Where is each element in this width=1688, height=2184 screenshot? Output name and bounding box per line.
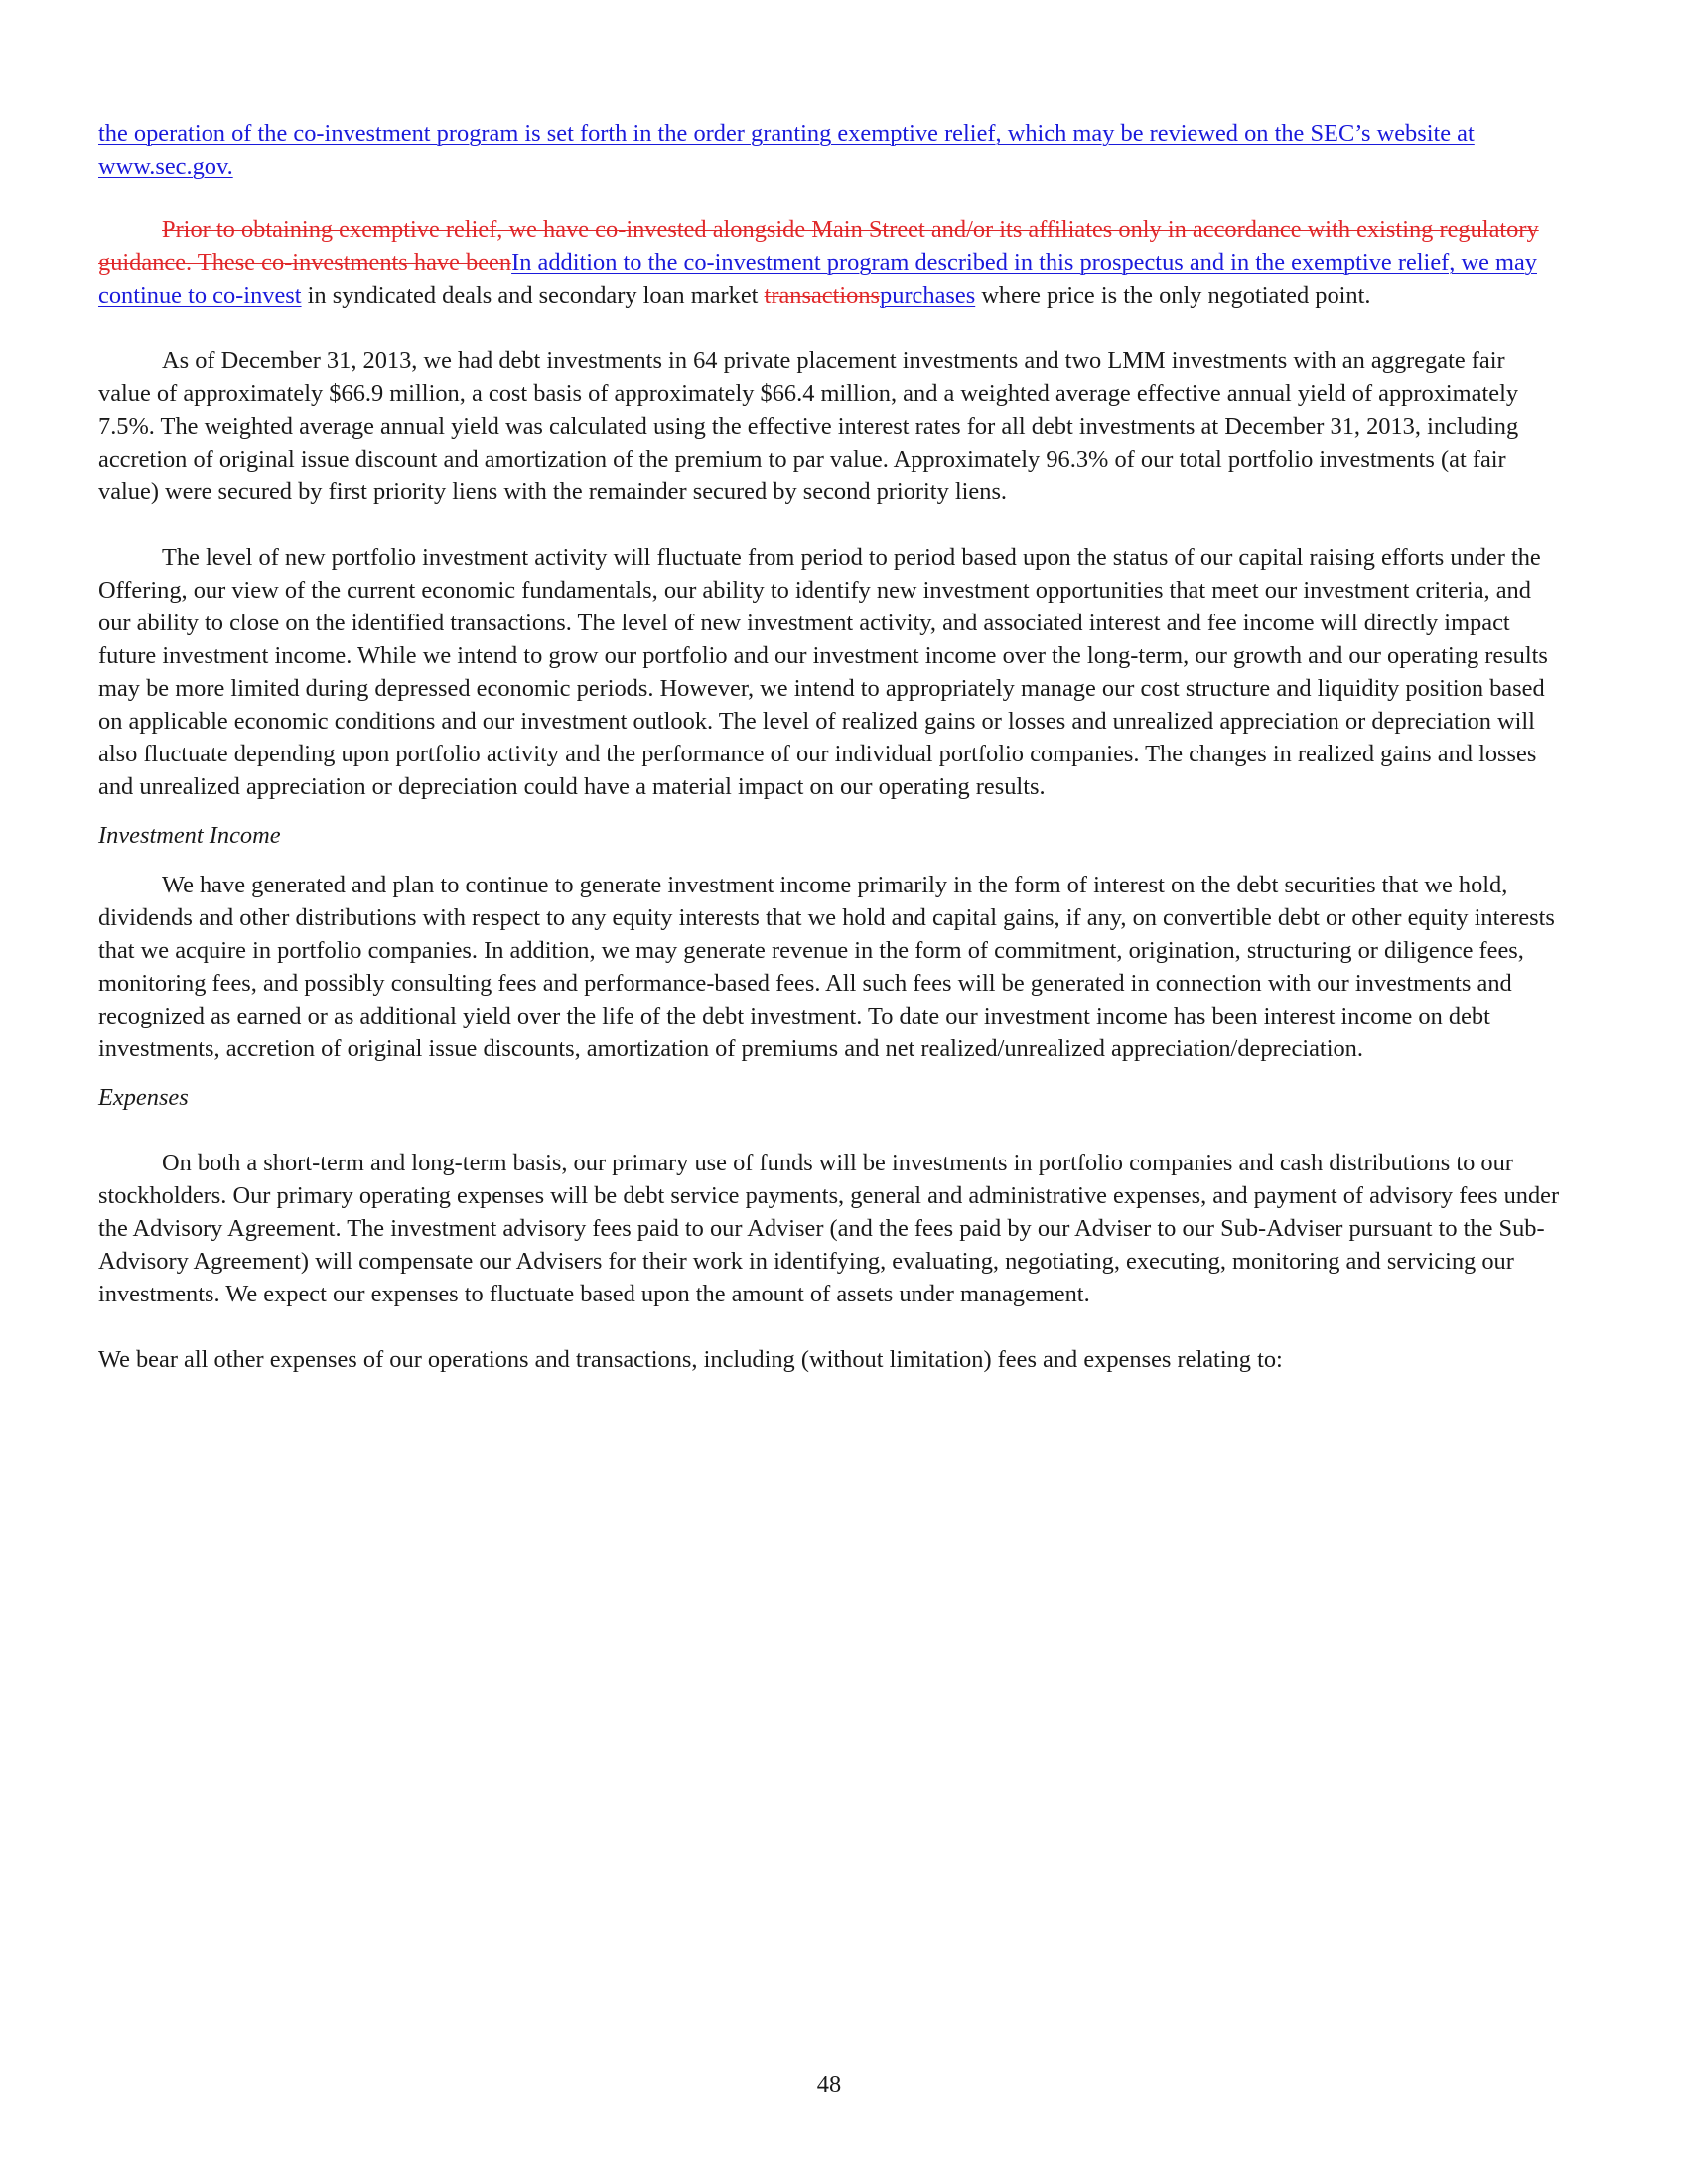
body-text: where price is the only negotiated point. [975, 282, 1371, 309]
paragraph-expenses: On both a short-term and long-term basis, our primary use of funds will be investments in portfolio companies and cash distributions to our stockholders. Our primary operating expenses will be debt service payments, general and administrative expenses, and payment of advisory fees under the Advisory Agreement. The investment advisory fees paid to our Adviser (and the fees paid by our Adviser to our Sub-Adviser pursuant to the Sub-Advisory Agreement) will compensate our Advisers for their work in identifying, evaluating, negotiating, executing, monitoring and servicing our investments. We expect our expenses to fluctuate based upon the amount of assets under management. [98, 1150, 1560, 1307]
paragraph-coinvestment-order [98, 117, 1563, 183]
inserted-text: the operation of the co-investment program is set forth in the order granting exemptive relief, which may be reviewed on the SEC’s website at www.sec.gov. [98, 120, 1475, 180]
paragraph-debt-investments: As of December 31, 2013, we had debt investments in 64 private placement investments and two LMM investments with an aggregate fair value of approximately $66.9 million, a cost basis of approximately $66.4 million, and a weighted average effective annual yield of approximately 7.5%. The weighted average annual yield was calculated using the effective interest rates for all debt investments at December 31, 2013, including accretion of original issue discount and amortization of the premium to par value. Approximately 96.3% of our total portfolio investments (at fair value) were secured by first priority liens with the remainder secured by second priority liens. [98, 347, 1519, 505]
paragraph-investment-income: We have generated and plan to continue to generate investment income primarily in the form of interest on the debt securities that we hold, dividends and other distributions with respect to any equity interests that we hold and capital gains, if any, on convertible debt or other equity interests that we acquire in portfolio companies. In addition, we may generate revenue in the form of commitment, origination, structuring or diligence fees, monitoring fees, and possibly consulting fees and performance-based fees. All such fees will be generated in connection with our investments and recognized as earned or as additional yield over the life of the debt investment. To date our investment income has been interest income on debt investments, accretion of original issue discounts, amortization of premiums and net realized/unrealized appreciation/depreciation. [98, 872, 1555, 1062]
paragraph-investment-activity: The level of new portfolio investment activity will fluctuate from period to period based upon the status of our capital raising efforts under the Offering, our view of the current economic fundamentals, our ability to identify new investment opportunities that meet our investment criteria, and our ability to close on the identified transactions. The level of new investment activity, and associated interest and fee income will directly impact future investment income. While we intend to grow our portfolio and our investment income over the long-term, our growth and our operating results may be more limited during depressed economic periods. However, we intend to appropriately manage our cost structure and liquidity position based on applicable economic conditions and our investment outlook. The level of realized gains or losses and unrealized appreciation or depreciation will also fluctuate depending upon portfolio activity and the performance of our individual portfolio companies. The changes in realized gains and losses and unrealized appreciation or depreciation could have a material impact on our operating results. [98, 544, 1548, 800]
deleted-text: transactions [764, 282, 881, 309]
inserted-text: In addition to the co-investment program described in this prospectus and in the exemptive relief, we may continue to co-invest [98, 249, 1537, 309]
body-text: in syndicated deals and secondary loan market [301, 282, 765, 309]
section-heading-expenses: Expenses [98, 1084, 189, 1111]
inserted-text: purchases [880, 282, 976, 309]
document-body [98, 117, 1563, 1376]
deleted-text: Prior to obtaining exemptive relief, we have co-invested alongside Main Street and/or its affiliates only in accordance with existing regulatory guidance. These co-investments have been [98, 216, 1539, 276]
page-number: 48 [816, 2071, 842, 2098]
paragraph-coinvestment-revision [98, 213, 1563, 312]
section-heading-investment-income: Investment Income [98, 822, 281, 849]
paragraph-other-expenses: We bear all other expenses of our operations and transactions, including (without limitation) fees and expenses relating to: [98, 1346, 1283, 1373]
